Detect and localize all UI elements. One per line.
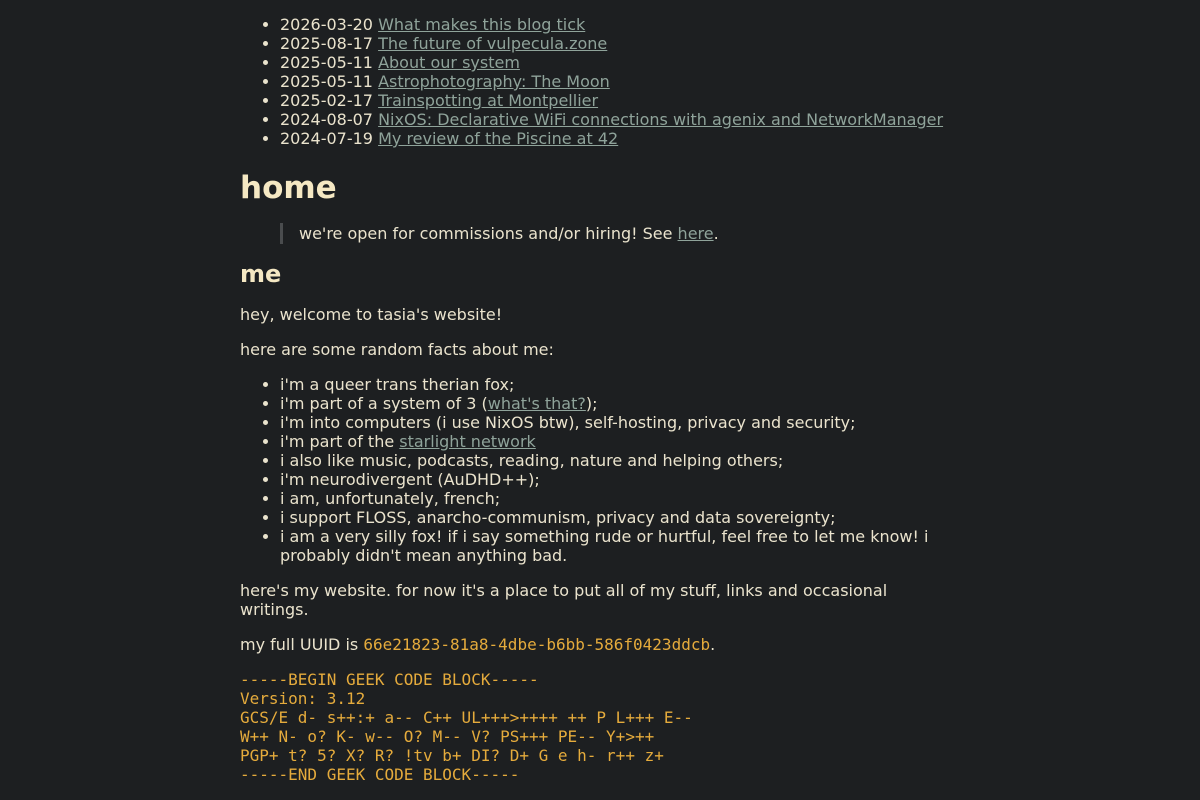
post-date: 2025-02-17 <box>280 91 373 110</box>
post-item <box>280 91 960 110</box>
post-link[interactable]: Astrophotography: The Moon <box>378 72 610 91</box>
notice-end: . <box>713 224 719 243</box>
fact-item: • i also like music, podcasts, reading, nature and helping others; <box>280 451 960 470</box>
welcome-text: hey, welcome to tasia's website! <box>240 305 503 324</box>
post-date: 2025-05-11 <box>280 72 373 91</box>
post-date: 2024-08-07 <box>280 110 373 129</box>
post-item <box>280 15 960 34</box>
post-link[interactable]: The future of vulpecula.zone <box>378 34 608 53</box>
facts-intro: here are some random facts about me: <box>240 340 554 359</box>
post-item <box>280 72 960 91</box>
fact-item <box>280 432 960 451</box>
fact-item: • i'm neurodivergent (AuDHD++); <box>280 470 960 489</box>
notice-link[interactable]: here <box>677 224 714 243</box>
recent-posts-list <box>240 15 960 148</box>
commissions-notice <box>280 223 960 244</box>
fact-item: • i'm into computers (i use NixOS btw), self-hosting, privacy and security; <box>280 413 960 432</box>
fact-text: i'm part of the <box>280 432 400 451</box>
fact-text: ); <box>585 394 598 413</box>
post-link[interactable]: About our system <box>378 53 520 72</box>
fact-item: • i am a very silly fox! if i say something rude or hurtful, feel free to let me know! i probably didn't mean anything bad. <box>280 527 960 565</box>
post-item <box>280 110 960 129</box>
website-description: here's my website. for now it's a place to put all of my stuff, links and occasional writings. <box>240 581 888 619</box>
post-link[interactable]: Trainspotting at Montpellier <box>378 91 599 110</box>
home-heading: home <box>240 170 337 206</box>
post-item <box>280 34 960 53</box>
page-content <box>240 15 960 784</box>
fact-item <box>280 394 960 413</box>
geek-code-block: -----BEGIN GEEK CODE BLOCK----- Version: 3.12 GCS/E d- s++:+ a-- C++ UL+++>++++ ++ P L+++ E-- W++ N- o? K- w-- O? M-- V? PS+++ PE-- Y+>++ PGP+ t? 5? X? R? !tv b+ DI? D+ G e h- r++ z+ -----END GEEK CODE BLOCK----- <box>240 670 693 784</box>
post-date: 2024-07-19 <box>280 129 373 148</box>
fact-item: • i am, unfortunately, french; <box>280 489 960 508</box>
post-date: 2025-05-11 <box>280 53 373 72</box>
post-link[interactable]: My review of the Piscine at 42 <box>378 129 619 148</box>
notice-text: we're open for commissions and/or hiring! See <box>299 224 678 243</box>
uuid-value: 66e21823-81a8-4dbe-b6bb-586f0423ddcb <box>363 635 711 654</box>
post-date: 2025-08-17 <box>280 34 373 53</box>
facts-list <box>240 375 960 565</box>
uuid-line <box>240 635 960 654</box>
post-link[interactable]: NixOS: Declarative WiFi connections with agenix and NetworkManager <box>378 110 944 129</box>
system-info-link[interactable]: what's that? <box>487 394 586 413</box>
post-date: 2026-03-20 <box>280 15 373 34</box>
fact-text: i'm part of a system of 3 ( <box>280 394 488 413</box>
uuid-label: my full UUID is <box>240 635 364 654</box>
post-item <box>280 53 960 72</box>
post-link[interactable]: What makes this blog tick <box>378 15 586 34</box>
fact-item: • i support FLOSS, anarcho-communism, privacy and data sovereignty; <box>280 508 960 527</box>
post-item <box>280 129 960 148</box>
uuid-end: . <box>710 635 716 654</box>
starlight-network-link[interactable]: starlight network <box>399 432 536 451</box>
me-heading: me <box>240 260 282 288</box>
fact-item: • i'm a queer trans therian fox; <box>280 375 960 394</box>
